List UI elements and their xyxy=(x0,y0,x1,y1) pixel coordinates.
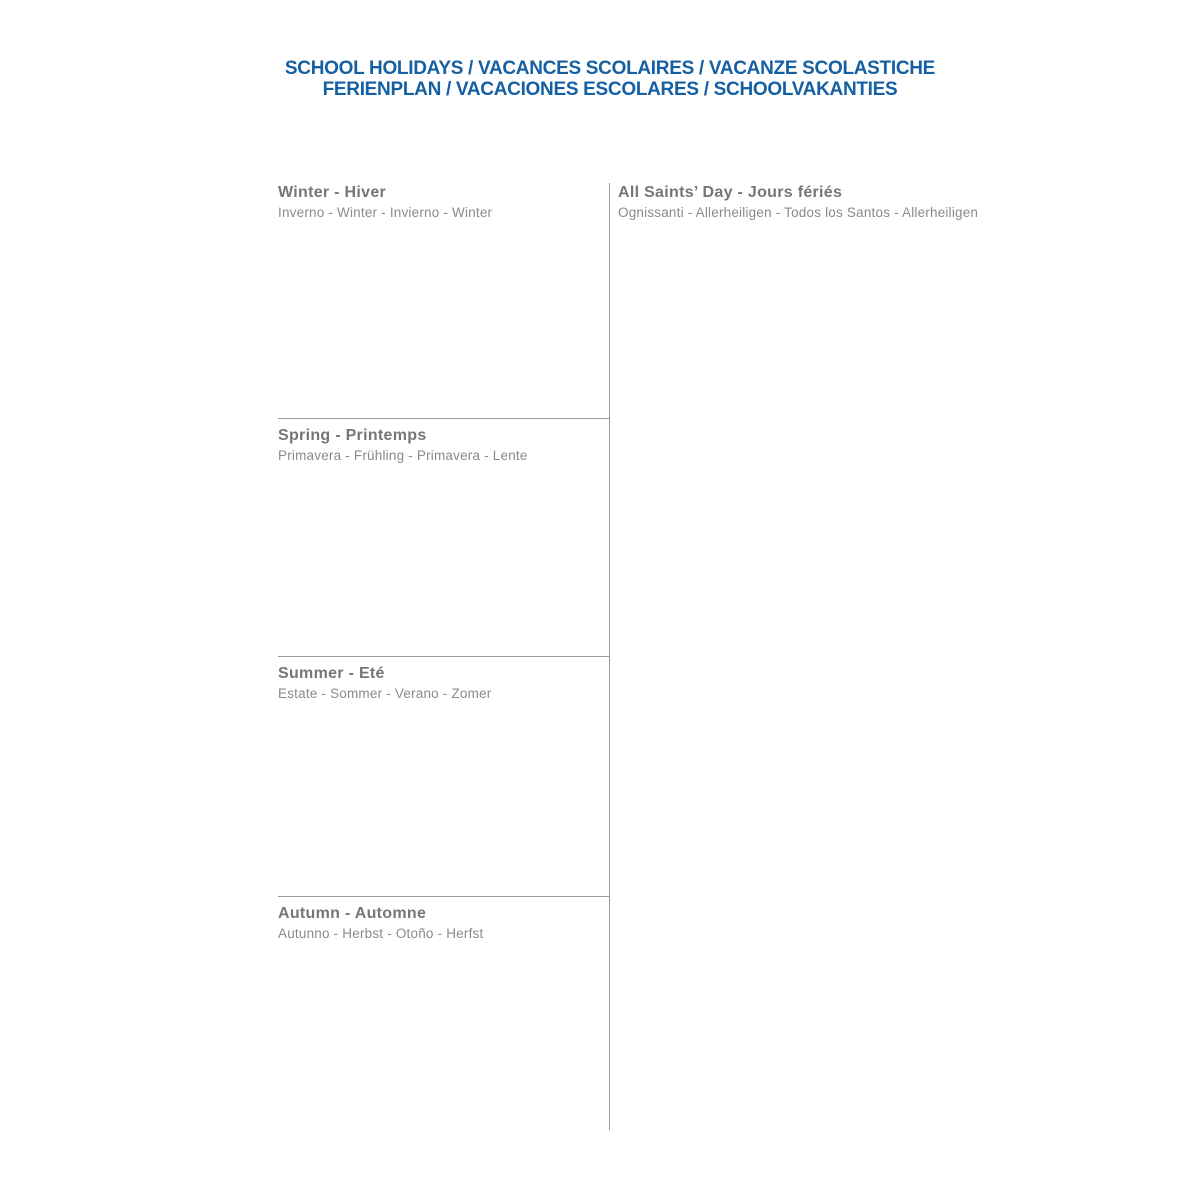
section-all-saints-day xyxy=(618,181,1178,221)
section-summer-heading: Summer - Eté xyxy=(278,665,385,682)
page-title-line-2: FERIENPLAN / VACACIONES ESCOLARES / SCHOOLVAKANTIES xyxy=(322,79,898,100)
section-all-saints-day-heading: All Saints’ Day - Jours fériés xyxy=(618,184,843,201)
section-winter-heading: Winter - Hiver xyxy=(278,184,387,201)
section-winter xyxy=(278,181,609,418)
section-all-saints-day-subtitle: Ognissanti - Allerheiligen - Todos los Santos - Allerheiligen xyxy=(618,205,979,220)
page-title xyxy=(20,58,1200,100)
section-autumn-subtitle: Autunno - Herbst - Otoño - Herfst xyxy=(278,926,484,941)
section-autumn xyxy=(278,896,609,1130)
section-spring-subtitle: Primavera - Frühling - Primavera - Lente xyxy=(278,448,528,463)
column-divider-rule xyxy=(609,183,610,1130)
section-autumn-heading: Autumn - Automne xyxy=(278,905,427,922)
page-title-line-1: SCHOOL HOLIDAYS / VACANCES SCOLAIRES / VACANZE SCOLASTICHE xyxy=(284,58,936,79)
section-winter-subtitle: Inverno - Winter - Invierno - Winter xyxy=(278,205,493,220)
section-summer-subtitle: Estate - Sommer - Verano - Zomer xyxy=(278,686,492,701)
section-spring xyxy=(278,418,609,656)
section-spring-heading: Spring - Printemps xyxy=(278,427,427,444)
section-summer xyxy=(278,656,609,896)
